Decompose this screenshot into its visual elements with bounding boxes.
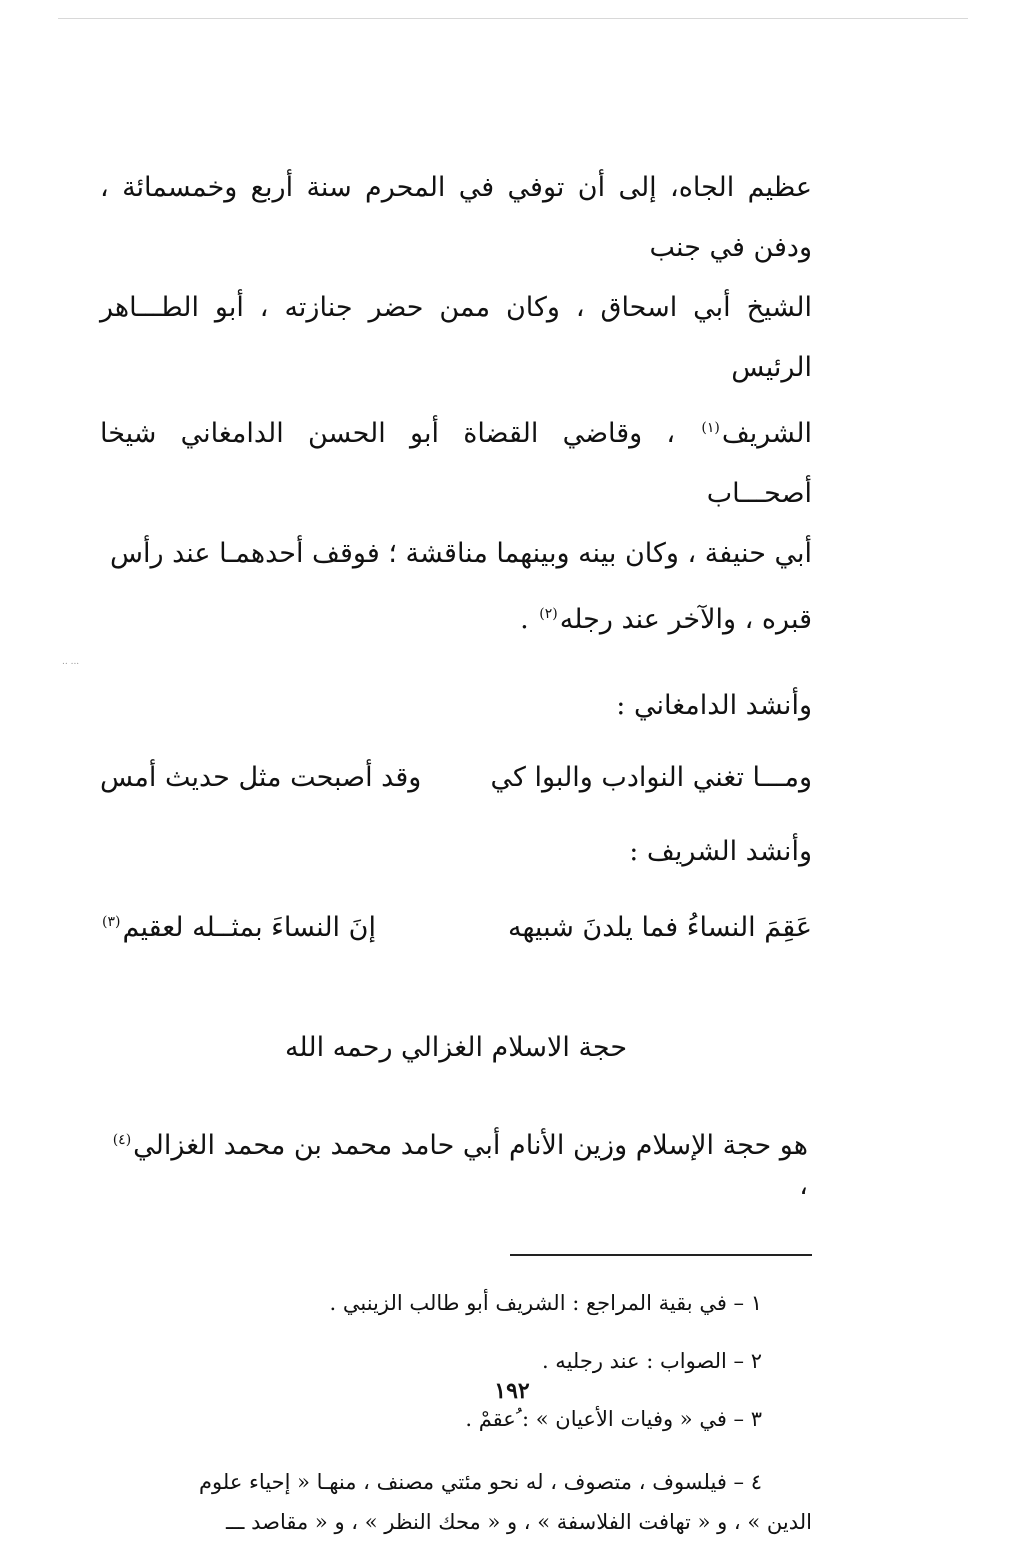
verse-2-first-hemistich: عَقِمَ النساءُ فما يلدنَ شبيهه <box>508 912 812 943</box>
verse-1-first-hemistich: ومـــا تغني النوادب والبوا كي <box>490 762 812 793</box>
intro-damghani: وأنشد الدامغاني : <box>616 690 812 721</box>
paragraph-line-1: عظيم الجاه، إلى أن توفي في المحرم سنة أربع وخمسمائة ، ودفن في جنب <box>100 172 812 263</box>
verse-2-second <box>100 902 376 948</box>
intro-ghazali-tail: ، <box>799 1170 808 1201</box>
page-number: ١٩٢ <box>494 1378 530 1404</box>
footnote-separator <box>510 1254 812 1256</box>
verse-1-second-hemistich: وقد أصبحت مثل حديث أمس <box>100 762 422 793</box>
footnotes <box>100 1274 812 1542</box>
opening-paragraph <box>100 158 812 650</box>
paragraph-line-5b: . <box>520 604 529 635</box>
footnote-ref-4: (٤) <box>112 1132 132 1148</box>
verse-1 <box>100 758 812 798</box>
footnote-3: ٣ – في « وفيات الأعيان » : ُعقمْ . <box>465 1407 762 1431</box>
paragraph-line-5 <box>100 584 812 650</box>
footnote-ref-1: (١) <box>701 420 720 436</box>
intro-sharif: وأنشد الشريف : <box>629 836 812 867</box>
paragraph-line-5a: قبره ، والآخر عند رجله <box>559 604 812 635</box>
top-rule <box>58 18 968 19</box>
paragraph-line-4: أبي حنيفة ، وكان بينه وبينهما مناقشة ؛ فوقف أحدهمـا عند رأس <box>110 538 812 569</box>
paragraph-line-2: الشيخ أبي اسحاق ، وكان ممن حضر جنازته ، أبو الطـــاهر الرئيس <box>100 292 812 383</box>
footnote-1: ١ – في بقية المراجع : الشريف أبو طالب الزينبي . <box>329 1291 762 1315</box>
verse-2-second-hemistich: إنَ النساءَ بمثــله لعقيم <box>122 912 376 943</box>
footnote-ref-2: (٢) <box>539 606 558 622</box>
footnote-4-continued: الدين » ، و « تهافت الفلاسفة » ، و « محك النظر » ، و « مقاصد ـــ <box>225 1510 812 1534</box>
footnote-ref-3: (٣) <box>102 914 121 930</box>
paragraph-line-3a: الشريف <box>721 418 812 449</box>
section-heading: حجة الاسلام الغزالي رحمه الله <box>284 1032 628 1063</box>
paragraph-line-3 <box>100 398 812 524</box>
intro-ghazali <box>100 1120 812 1206</box>
intro-ghazali-text: هو حجة الإسلام وزين الأنام أبي حامد محمد بن محمد الغزالي <box>133 1130 808 1161</box>
margin-mark: .. ... <box>62 657 80 667</box>
page-body <box>100 158 812 1542</box>
footnote-4: ٤ – فيلسوف ، متصوف ، له نحو مئتي مصنف ، منهـا « إحياء علوم <box>199 1470 762 1494</box>
paragraph-line-3b: ، وقاضي القضاة أبو الحسن الدامغاني شيخا أصحـــاب <box>100 418 812 509</box>
verse-2 <box>100 902 812 948</box>
footnote-2: ٢ – الصواب : عند رجليه . <box>541 1349 762 1373</box>
